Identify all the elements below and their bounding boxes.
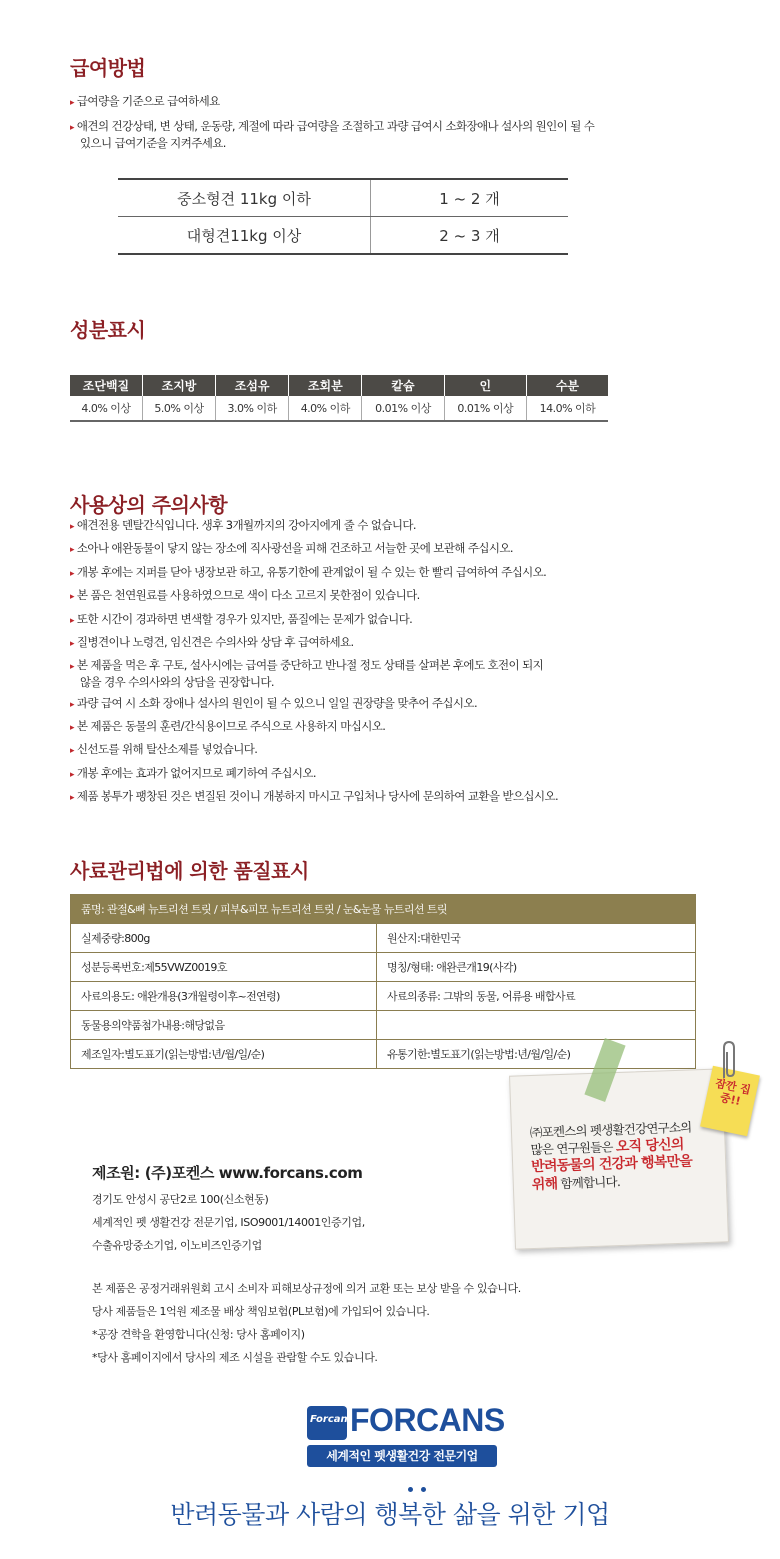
manufacturer-line: 경기도 안성시 공단2로 100(신소현동) bbox=[92, 1193, 269, 1206]
caution-item: ▸ 애견전용 덴탈간식입니다. 생후 3개월까지의 강아지에게 줄 수 없습니다. bbox=[70, 518, 416, 535]
table-cell: 명칭/형태: 애완큰개19(사각) bbox=[377, 953, 696, 982]
brand-tagline: 세계적인 펫생활건강 전문기업 bbox=[307, 1445, 497, 1467]
table-row bbox=[71, 953, 696, 982]
notice-line: 본 제품은 공정거래위원회 고시 소비자 피해보상규정에 의거 교환 또는 보상 받을 수 있습니다. bbox=[92, 1282, 521, 1295]
notice-line: *공장 견학을 환영합니다(신청: 당사 홈페이지) bbox=[92, 1328, 305, 1341]
column-header: 칼슘 bbox=[362, 375, 444, 396]
dot-decoration bbox=[421, 1487, 426, 1492]
table-header-row bbox=[70, 375, 608, 396]
table-row bbox=[71, 982, 696, 1011]
cautions-title: 사용상의 주의사항 bbox=[70, 493, 228, 517]
table-cell: 사료의종류: 그밖의 동물, 어류용 배합사료 bbox=[377, 982, 696, 1011]
table-cell: 동물용의약품첨가내용:해당없음 bbox=[71, 1011, 377, 1040]
table-cell: 사료의용도: 애완개용(3개월령이후~전연령) bbox=[71, 982, 377, 1011]
caution-item: ▸ 본 제품은 동물의 훈련/간식용이므로 주식으로 사용하지 마십시오. bbox=[70, 719, 385, 736]
caution-item: ▸ 질병견이나 노령견, 임신견은 수의사와 상담 후 급여하세요. bbox=[70, 635, 354, 652]
manufacturer-line: 세계적인 펫 생활건강 전문기업, ISO9001/14001인증기업, bbox=[92, 1216, 365, 1229]
note-text bbox=[530, 1118, 712, 1194]
table-row bbox=[71, 1011, 696, 1040]
table-cell: 4.0% 이상 bbox=[70, 396, 142, 421]
table-row bbox=[70, 396, 608, 421]
caution-item: ▸ 또한 시간이 경과하면 변색할 경우가 있지만, 품질에는 문제가 없습니다. bbox=[70, 612, 412, 629]
table-cell: 성분등록번호:제55VWZ0019호 bbox=[71, 953, 377, 982]
feeding-title: 급여방법 bbox=[70, 56, 146, 80]
caution-item: ▸ 제품 봉투가 팽창된 것은 변질된 것이니 개봉하지 마시고 구입처나 당사에 문의하여 교환을 받으십시오. bbox=[70, 789, 558, 806]
feeding-bullet: ▸ 급여량을 기준으로 급여하세요 bbox=[70, 94, 220, 111]
table-cell: 제조일자:별도표기(읽는방법:년/월/일/순) bbox=[71, 1040, 377, 1069]
caution-item: ▸ 신선도를 위해 탈산소제를 넣었습니다. bbox=[70, 742, 257, 759]
caution-item: ▸ 개봉 후에는 지퍼를 닫아 냉장보관 하고, 유통기한에 관계없이 될 수 있는 한 빨리 급여하여 주십시오. bbox=[70, 565, 546, 582]
dot-decoration bbox=[408, 1487, 413, 1492]
caution-item: ▸ 개봉 후에는 효과가 없어지므로 폐기하여 주십시오. bbox=[70, 766, 316, 783]
feeding-table bbox=[118, 178, 568, 255]
note-card bbox=[509, 1068, 729, 1249]
column-header: 조회분 bbox=[289, 375, 362, 396]
table-cell: 실제중량:800g bbox=[71, 924, 377, 953]
table-row bbox=[71, 924, 696, 953]
caution-item: ▸ 본 제품을 먹은 후 구토, 설사시에는 급여를 중단하고 반나절 정도 상태를 살펴본 후에도 호전이 되지 않을 경우 수의사와의 상담을 권장합니다. bbox=[70, 658, 543, 690]
caution-item: ▸ 본 품은 천연원료를 사용하였으므로 색이 다소 고르지 못한점이 있습니다. bbox=[70, 588, 420, 605]
table-header-row bbox=[71, 895, 696, 924]
nutrients-table bbox=[70, 375, 608, 422]
note-line: ㈜포켄스의 펫생활건강연구소의 bbox=[529, 1119, 692, 1141]
forcans-logo-icon bbox=[307, 1406, 354, 1440]
nutrients-title: 성분표시 bbox=[70, 318, 146, 342]
table-cell: 중소형견 11kg 이하 bbox=[118, 179, 371, 217]
product-name: 품명: 관절&뼈 뉴트리션 트릿 / 피부&피모 뉴트리션 트릿 / 눈&눈물 뉴트리션 트릿 bbox=[71, 895, 696, 924]
table-cell: 1 ~ 2 개 bbox=[371, 179, 569, 217]
feeding-bullet: ▸ 애견의 건강상태, 변 상태, 운동량, 계절에 따라 급여량을 조절하고 과량 급여시 소화장애나 설사의 원인이 될 수 있으니 급여기준을 지켜주세요. bbox=[70, 119, 594, 151]
table-row bbox=[118, 217, 568, 255]
sticky-label: 잠깐 집중!! bbox=[714, 1076, 752, 1109]
note-line: 많은 연구원들은 오직 당신의 bbox=[530, 1136, 684, 1158]
quality-title: 사료관리법에 의한 품질표시 bbox=[70, 859, 309, 883]
table-row bbox=[118, 179, 568, 217]
manufacturer-line: 수출유망중소기업, 이노비즈인증기업 bbox=[92, 1239, 262, 1252]
caution-item: ▸ 과량 급여 시 소화 장애나 설사의 원인이 될 수 있으니 일일 권장량을 맞추어 주십시오. bbox=[70, 696, 477, 713]
table-cell: 0.01% 이상 bbox=[444, 396, 526, 421]
column-header: 조지방 bbox=[142, 375, 215, 396]
table-cell: 14.0% 이하 bbox=[526, 396, 608, 421]
notice-line: 당사 제품들은 1억원 제조물 배상 책임보험(PL보험)에 가입되어 있습니다. bbox=[92, 1305, 430, 1318]
note-line: 위해 함께합니다. bbox=[531, 1173, 621, 1194]
column-header: 조섬유 bbox=[216, 375, 289, 396]
table-cell: 대형견11kg 이상 bbox=[118, 217, 371, 255]
manufacturer-title: 제조원: (주)포켄스 www.forcans.com bbox=[92, 1164, 363, 1182]
brand-slogan: 반려동물과 사람의 행복한 삶을 위한 기업 bbox=[170, 1500, 610, 1529]
note-line: 반려동물의 건강과 행복만을 bbox=[530, 1153, 693, 1176]
caution-item: ▸ 소아나 애완동물이 닿지 않는 장소에 직사광선을 피해 건조하고 서늘한 곳에 보관해 주십시오. bbox=[70, 541, 513, 558]
table-cell: 원산지:대한민국 bbox=[377, 924, 696, 953]
table-cell: 유통기한:별도표기(읽는방법:년/월/일/순) bbox=[377, 1040, 696, 1069]
table-cell: 2 ~ 3 개 bbox=[371, 217, 569, 255]
table-cell: 5.0% 이상 bbox=[142, 396, 215, 421]
table-cell: 4.0% 이하 bbox=[289, 396, 362, 421]
column-header: 조단백질 bbox=[70, 375, 142, 396]
brand-name: FORCANS bbox=[350, 1402, 505, 1438]
logo-mark: Forcans bbox=[310, 1414, 354, 1425]
column-header: 인 bbox=[444, 375, 526, 396]
column-header: 수분 bbox=[526, 375, 608, 396]
table-cell bbox=[377, 1011, 696, 1040]
table-cell: 3.0% 이하 bbox=[216, 396, 289, 421]
notice-line: *당사 홈페이지에서 당사의 제조 시설을 관람할 수도 있습니다. bbox=[92, 1351, 378, 1364]
table-cell: 0.01% 이상 bbox=[362, 396, 444, 421]
paperclip-icon bbox=[718, 1040, 740, 1080]
